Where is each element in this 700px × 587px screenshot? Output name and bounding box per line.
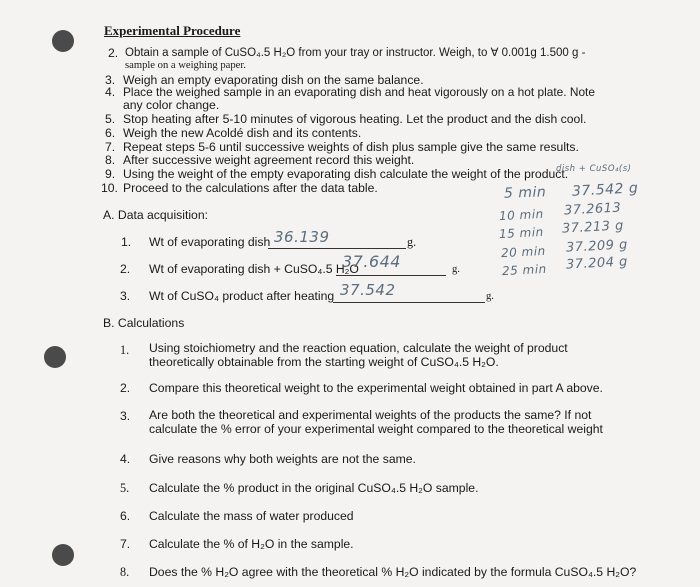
data-row-number: 3. bbox=[120, 289, 131, 303]
calc-item-text: Give reasons why both weights are not the same. bbox=[149, 452, 416, 466]
calc-item-text: Are both the theoretical and experimental weights of the products the same? If not bbox=[149, 408, 592, 422]
handwritten-time: 25 min bbox=[501, 261, 548, 279]
handwritten-time: 20 min bbox=[500, 243, 547, 261]
data-row-label: Wt of evaporating dish + CuSO₄.5 H₂O bbox=[149, 262, 359, 276]
answer-line bbox=[333, 302, 485, 303]
calc-item-text: Using stoichiometry and the reaction equation, calculate the weight of product bbox=[149, 341, 568, 355]
section-a-heading: A. Data acquisition: bbox=[103, 208, 209, 222]
calc-item-number: 6. bbox=[120, 509, 131, 523]
calc-item-text: Calculate the % product in the original CuSO₄.5 H₂O sample. bbox=[149, 481, 479, 495]
handwritten-value: 36.139 bbox=[274, 228, 330, 246]
data-row-number: 2. bbox=[120, 262, 131, 276]
handwritten-weight: 37.204 g bbox=[565, 254, 629, 273]
handwritten-note-header: dish + CuSO₄(s) bbox=[556, 164, 632, 174]
step-number: 10. bbox=[101, 181, 118, 195]
step-text: Weigh an empty evaporating dish on the same balance. bbox=[123, 73, 424, 87]
handwritten-weight: 37.2613 bbox=[563, 200, 622, 219]
calc-item-text: theoretically obtainable from the starting weight of CuSO₄.5 H₂O. bbox=[149, 355, 499, 369]
calc-item-number: 4. bbox=[120, 452, 131, 466]
data-row-label: Wt of evaporating dish bbox=[149, 235, 271, 249]
binder-hole-middle bbox=[44, 346, 66, 368]
calc-item-number: 1. bbox=[120, 343, 130, 357]
step-number: 7. bbox=[105, 140, 116, 154]
calc-item-number: 8. bbox=[120, 565, 130, 579]
data-row-number: 1. bbox=[121, 235, 132, 249]
calc-item-text: Compare this theoretical weight to the experimental weight obtained in part A above. bbox=[149, 381, 603, 395]
step-text: Obtain a sample of CuSO₄.5 H₂O from your tray or instructor. Weigh, to ∀ 0.001g 1.500 g - bbox=[125, 47, 586, 59]
step-number: 6. bbox=[105, 126, 116, 140]
handwritten-weight: 37.213 g bbox=[561, 218, 625, 237]
binder-hole-bottom bbox=[52, 544, 74, 566]
handwritten-weight: 37.209 g bbox=[565, 237, 629, 256]
page-title: Experimental Procedure bbox=[104, 23, 241, 38]
step-number: 5. bbox=[105, 112, 116, 126]
step-number: 3. bbox=[105, 73, 116, 87]
calc-item-number: 5. bbox=[120, 481, 130, 495]
handwritten-time: 10 min bbox=[498, 206, 545, 224]
step-text: Proceed to the calculations after the data table. bbox=[123, 181, 378, 195]
calc-item-text: Does the % H₂O agree with the theoretical % H₂O indicated by the formula CuSO₄.5 H₂O? bbox=[149, 565, 637, 579]
step-number: 2. bbox=[108, 46, 119, 60]
handwritten-value: 37.542 bbox=[340, 281, 396, 299]
calc-item-number: 3. bbox=[120, 409, 131, 423]
step-text: Using the weight of the empty evaporating dish calculate the weight of the product. bbox=[123, 167, 569, 181]
step-text: sample on a weighing paper. bbox=[125, 60, 246, 71]
step-text: Stop heating after 5-10 minutes of vigorous heating. Let the product and the dish cool. bbox=[123, 112, 587, 126]
step-text: Weigh the new Acoldé dish and its contents. bbox=[123, 126, 362, 140]
unit-label: g. bbox=[452, 264, 460, 275]
step-number: 9. bbox=[105, 167, 116, 181]
handwritten-value: 37.644 bbox=[342, 252, 401, 271]
calc-item-number: 7. bbox=[120, 537, 131, 551]
step-number: 4. bbox=[105, 85, 116, 99]
unit-label: g. bbox=[407, 235, 417, 249]
binder-hole-top bbox=[52, 30, 74, 52]
step-text: any color change. bbox=[123, 98, 220, 112]
handwritten-time: 15 min bbox=[498, 224, 545, 242]
data-row-label: Wt of CuSO₄ product after heating bbox=[149, 289, 335, 303]
step-text: Place the weighed sample in an evaporating dish and heat vigorously on a hot plate. Note bbox=[123, 85, 595, 99]
calc-item-text: Calculate the % of H₂O in the sample. bbox=[149, 537, 354, 551]
answer-line bbox=[336, 275, 446, 276]
unit-label: g. bbox=[486, 291, 494, 302]
step-text: After successive weight agreement record this weight. bbox=[123, 153, 415, 167]
section-b-heading: B. Calculations bbox=[103, 316, 185, 330]
step-number: 8. bbox=[105, 153, 116, 167]
handwritten-time: 5 min bbox=[503, 184, 547, 202]
calc-item-number: 2. bbox=[120, 381, 131, 395]
calc-item-text: calculate the % error of your experimental weight compared to the theoretical weight bbox=[149, 422, 603, 436]
calc-item-text: Calculate the mass of water produced bbox=[149, 509, 354, 523]
handwritten-weight: 37.542 g bbox=[571, 180, 639, 200]
answer-line bbox=[268, 248, 406, 249]
step-text: Repeat steps 5-6 until successive weights of dish plus sample give the same results. bbox=[123, 140, 579, 154]
